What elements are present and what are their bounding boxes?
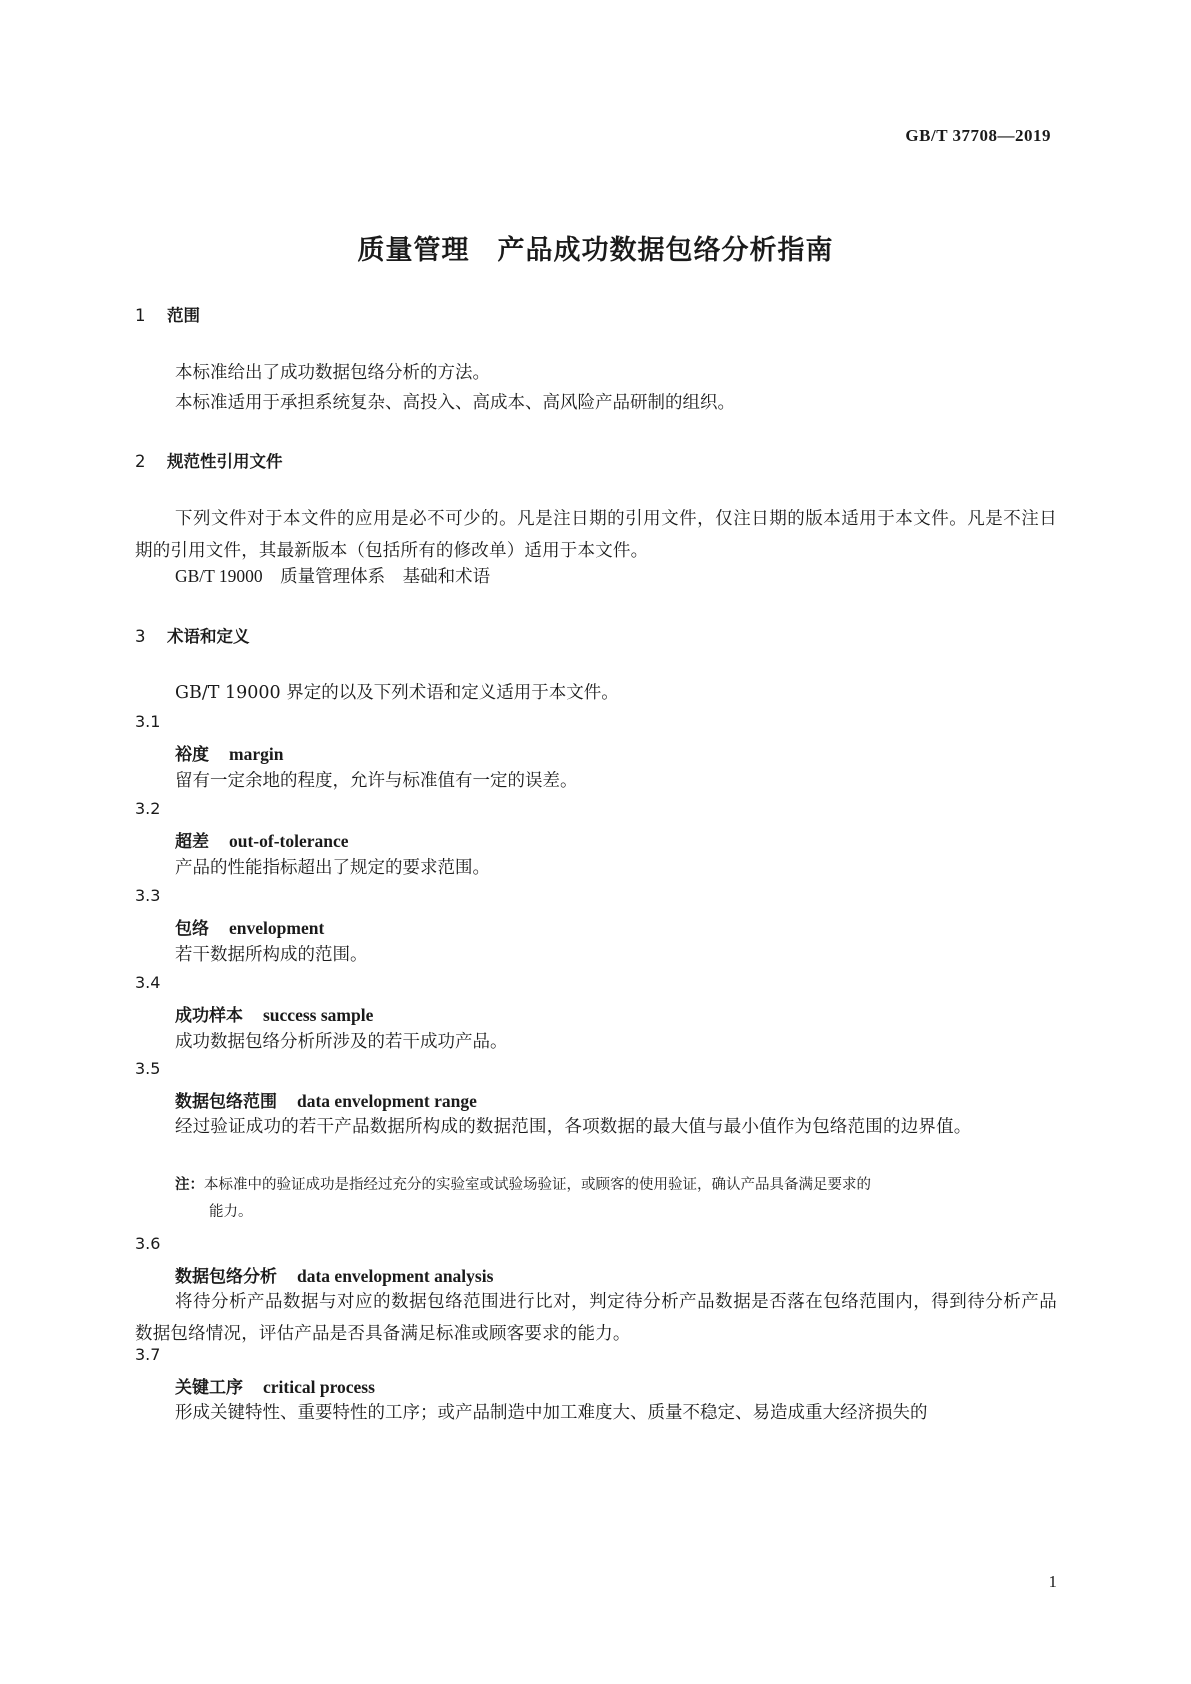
term-heading (175, 740, 283, 765)
normative-reference: GB/T 19000 质量管理体系 基础和术语 (175, 566, 491, 586)
term-number: 3.7 (135, 1345, 161, 1364)
terms-intro: GB/T 19000 界定的以及下列术语和定义适用于本文件。 (175, 683, 619, 703)
term-note-continuation: 能力。 (209, 1204, 253, 1220)
document-title: 质量管理 产品成功数据包络分析指南 (357, 235, 834, 266)
section-heading-scope (135, 302, 200, 326)
section-heading-terms (135, 623, 250, 647)
term-zh: 包络 (175, 919, 209, 939)
term-zh: 数据包络范围 (175, 1092, 277, 1112)
term-en: out-of-tolerance (229, 831, 349, 851)
term-number: 3.6 (135, 1234, 161, 1253)
section-title: 范围 (167, 306, 200, 325)
note-label: 注： (175, 1177, 204, 1193)
note-text: 本标准中的验证成功是指经过充分的实验室或试验场验证，或顾客的使用验证，确认产品具备满足要求的 (204, 1177, 871, 1193)
term-definition: 若干数据所构成的范围。 (175, 945, 368, 965)
term-zh: 超差 (175, 832, 209, 852)
term-zh: 成功样本 (175, 1006, 243, 1026)
term-number: 3.1 (135, 712, 161, 731)
term-number: 3.2 (135, 799, 161, 818)
term-definition: 形成关键特性、重要特性的工序；或产品制造中加工难度大、质量不稳定、易造成重大经济损失的 (175, 1403, 928, 1423)
term-definition: 产品的性能指标超出了规定的要求范围。 (175, 858, 490, 878)
section-title: 术语和定义 (167, 627, 250, 646)
term-en: margin (229, 744, 284, 764)
term-en: critical process (263, 1377, 375, 1397)
section-number: 1 (135, 306, 146, 325)
term-number: 3.3 (135, 886, 161, 905)
term-en: success sample (263, 1005, 374, 1025)
normative-paragraph: 下列文件对于本文件的应用是必不可少的。凡是注日期的引用文件，仅注日期的版本适用于本文件。凡是不注日期的引用文件，其最新版本（包括所有的修改单）适用于本文件。 (135, 509, 1057, 561)
term-heading (175, 1001, 373, 1026)
page-number: 1 (1048, 1572, 1057, 1591)
section-heading-normative (135, 448, 283, 472)
term-heading (175, 1087, 477, 1112)
term-zh: 数据包络分析 (175, 1267, 277, 1287)
term-definition: 经过验证成功的若干产品数据所构成的数据范围，各项数据的最大值与最小值作为包络范围的边界值。 (175, 1117, 972, 1137)
scope-paragraph-1: 本标准给出了成功数据包络分析的方法。 (175, 363, 490, 383)
term-heading (175, 914, 324, 939)
term-heading (175, 827, 349, 852)
scope-paragraph-2: 本标准适用于承担系统复杂、高投入、高成本、高风险产品研制的组织。 (175, 393, 735, 413)
section-number: 2 (135, 452, 146, 471)
term-en: data envelopment analysis (297, 1266, 494, 1286)
term-zh: 裕度 (175, 745, 209, 765)
term-definition: 成功数据包络分析所涉及的若干成功产品。 (175, 1032, 508, 1052)
term-definition: 留有一定余地的程度，允许与标准值有一定的误差。 (175, 771, 578, 791)
term-heading (175, 1262, 493, 1287)
standard-number: GB/T 37708—2019 (905, 126, 1051, 145)
term-en: data envelopment range (297, 1091, 477, 1111)
term-number: 3.4 (135, 973, 161, 992)
section-number: 3 (135, 627, 146, 646)
term-number: 3.5 (135, 1059, 161, 1078)
term-en: envelopment (229, 918, 325, 938)
term-note (175, 1171, 1057, 1200)
section-title: 规范性引用文件 (167, 452, 283, 471)
term-definition: 将待分析产品数据与对应的数据包络范围进行比对，判定待分析产品数据是否落在包络范围内，得到待分析产品数据包络情况，评估产品是否具备满足标准或顾客要求的能力。 (135, 1292, 1057, 1344)
term-heading (175, 1373, 375, 1398)
term-zh: 关键工序 (175, 1378, 243, 1398)
